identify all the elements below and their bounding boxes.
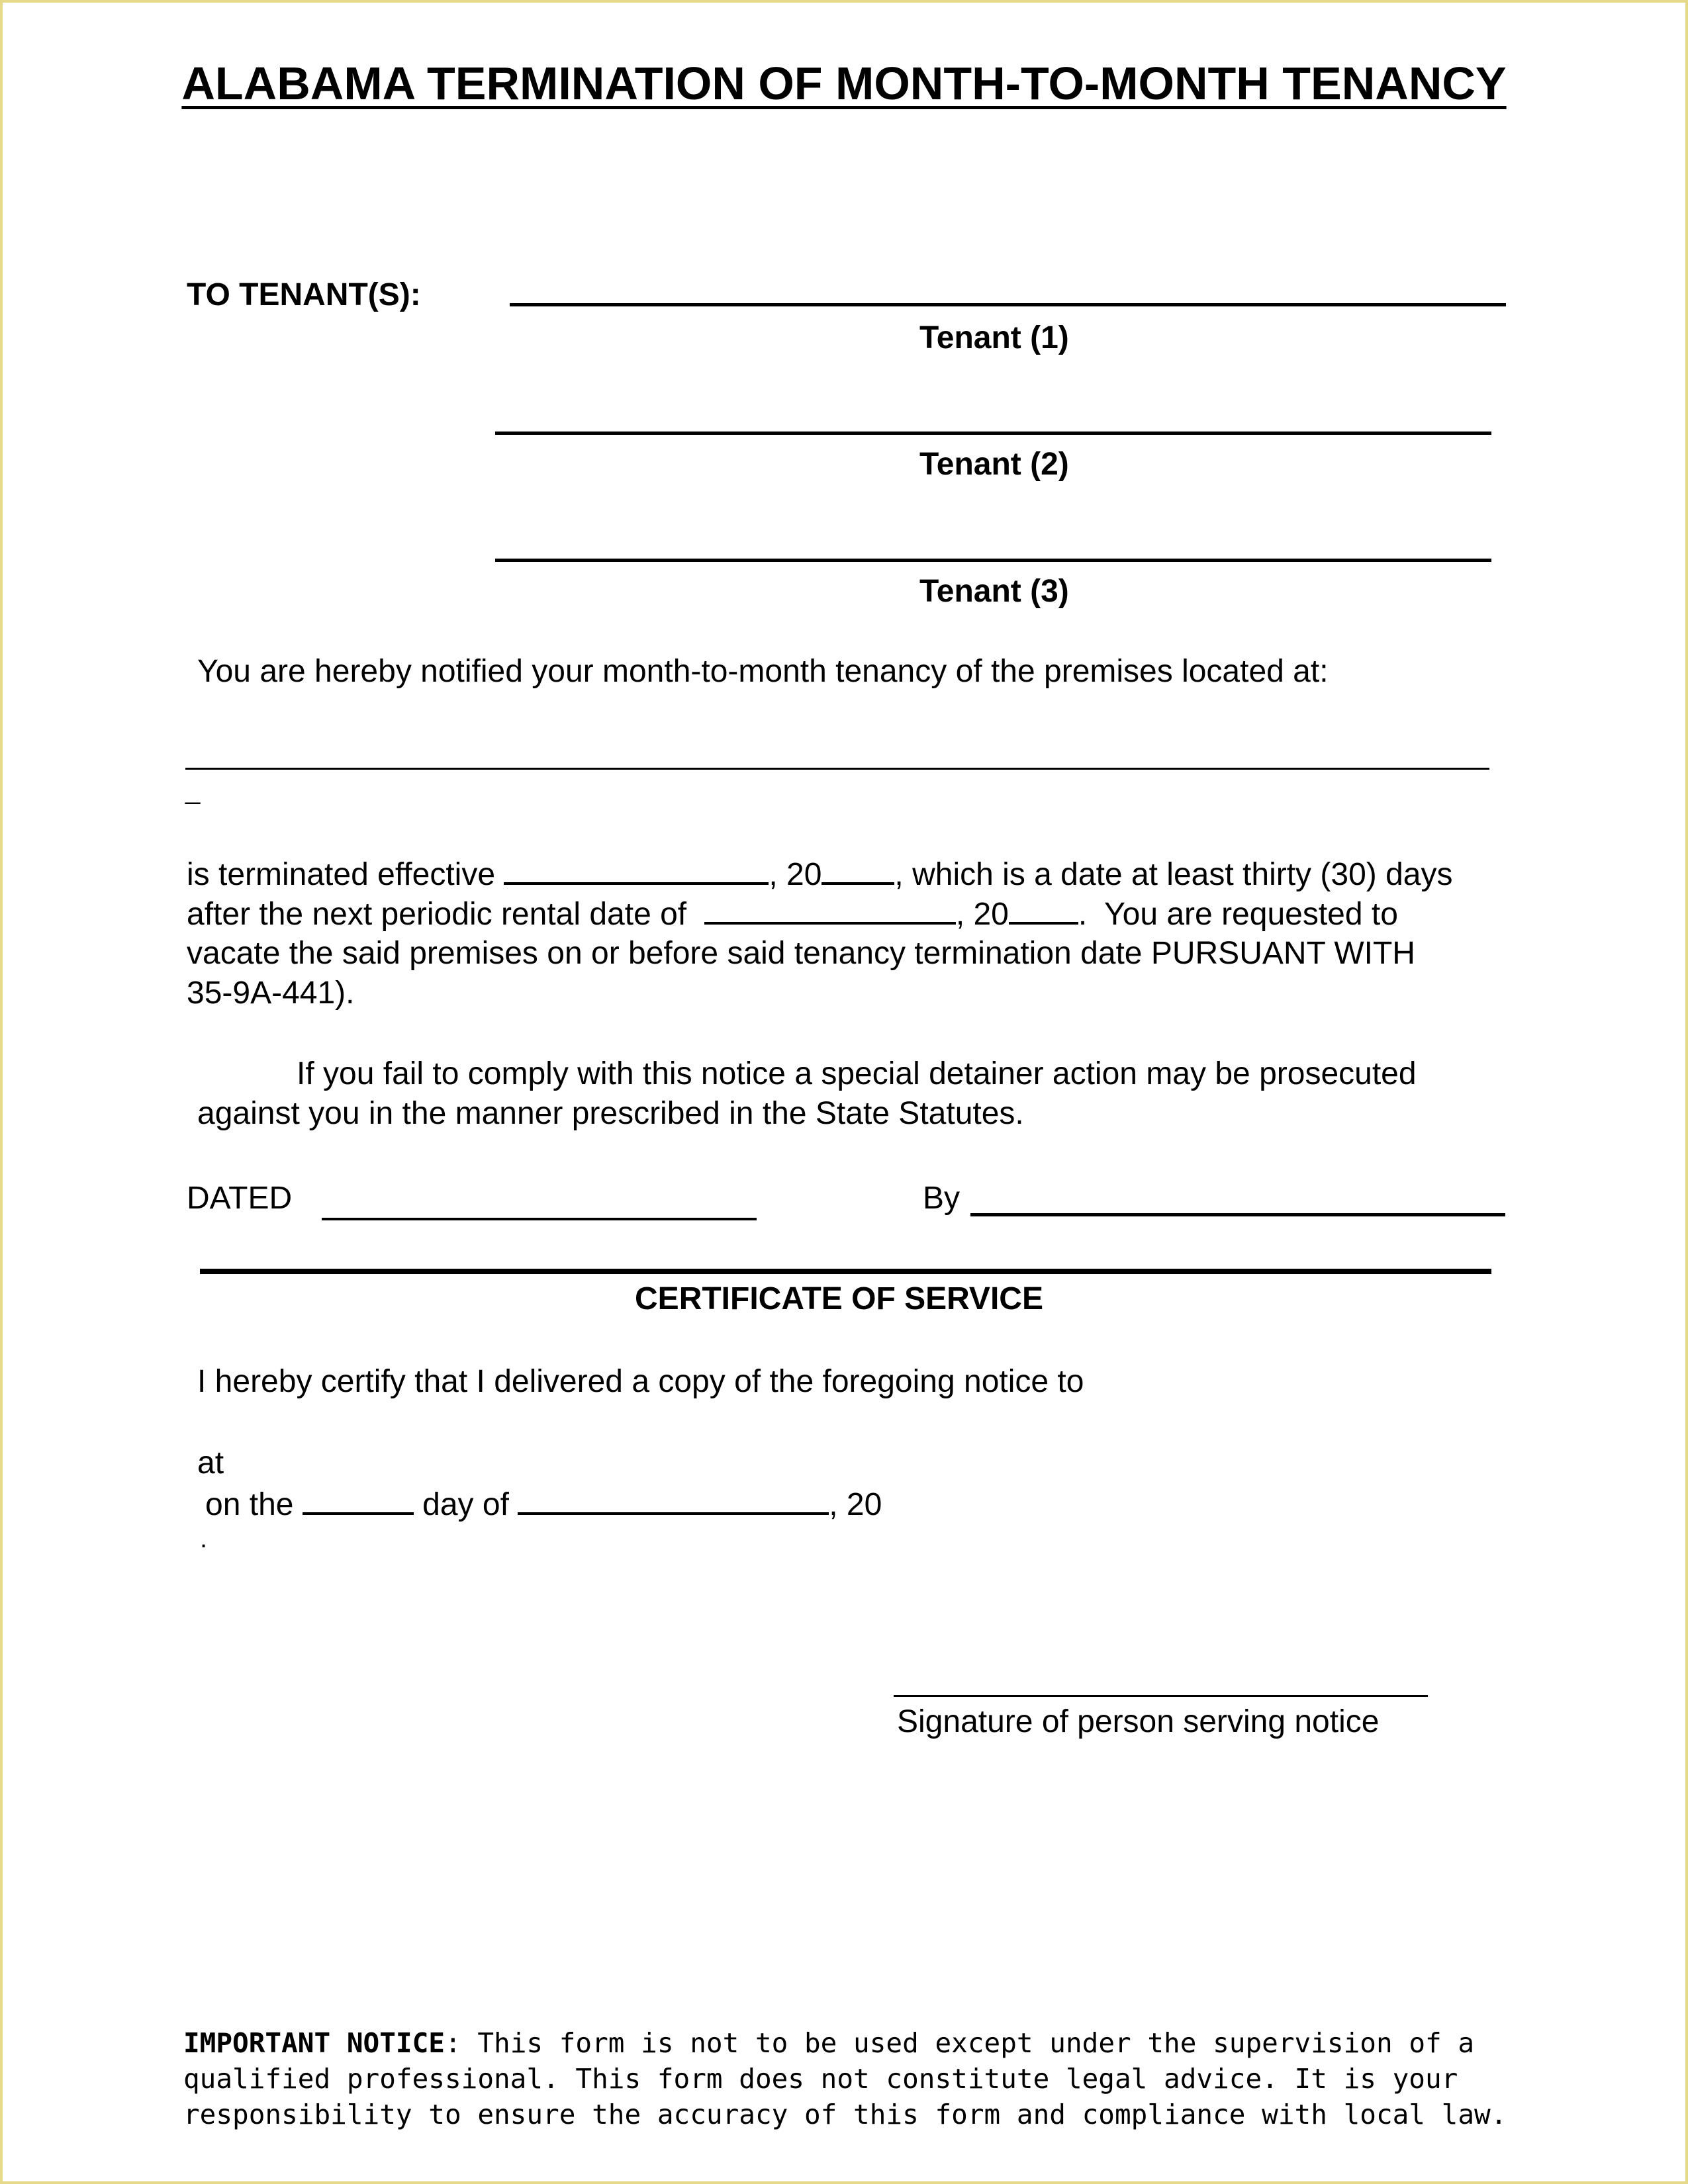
termination-date-blank[interactable] (504, 856, 769, 885)
certify-text: I hereby certify that I delivered a copy of the foregoing notice to (197, 1364, 1084, 1399)
para1-line4: 35-9A-441). (187, 976, 355, 1011)
para1-line1-c: , which is a date at least thirty (30) days (894, 857, 1453, 892)
period-mark: . (200, 1524, 208, 1553)
tenant-3-line[interactable] (495, 559, 1491, 562)
service-date-line (205, 1486, 882, 1523)
service-day-blank[interactable] (303, 1486, 414, 1515)
service-month-blank[interactable] (518, 1486, 829, 1515)
server-signature-line[interactable] (894, 1695, 1428, 1697)
by-label: By (923, 1181, 961, 1216)
important-notice-text: : This form is not to be used except under the supervision of a qualified professional. This form does not constitute legal advice. It is your responsibility to ensure the accuracy of this form and compliance with local law. (183, 2027, 1507, 2130)
rental-year-blank[interactable] (1009, 895, 1078, 925)
document-title (0, 57, 1688, 110)
para1-line1-a: is terminated effective (187, 857, 496, 892)
tenant-3-label: Tenant (3) (919, 574, 1069, 609)
para2-line1: If you fail to comply with this notice a special detainer action may be prosecuted (297, 1056, 1417, 1091)
dated-label: DATED (187, 1181, 293, 1216)
premises-address-line[interactable] (185, 768, 1489, 770)
signature-label: Signature of person serving notice (897, 1704, 1380, 1739)
by-signature-line[interactable] (970, 1213, 1505, 1216)
tenant-1-line[interactable] (510, 303, 1506, 306)
section-divider (200, 1269, 1491, 1274)
at-label: at (197, 1445, 224, 1480)
para2-line2: against you in the manner prescribed in the State Statutes. (197, 1096, 1024, 1131)
on-the-label: on the (205, 1487, 294, 1522)
tenant-2-label: Tenant (2) (919, 447, 1069, 482)
stray-mark: _ (185, 776, 201, 805)
para1-line1 (187, 856, 1452, 893)
termination-year-blank[interactable] (821, 856, 894, 885)
important-notice (183, 2025, 1521, 2132)
important-notice-label: IMPORTANT NOTICE (183, 2027, 445, 2059)
tenant-2-line[interactable] (495, 432, 1491, 435)
day-of-label: day of (422, 1487, 509, 1522)
para1-line1-b: , 20 (769, 857, 822, 892)
para1-line2-c: . You are requested to (1078, 897, 1398, 932)
rental-date-blank[interactable] (704, 895, 956, 925)
para1-line2 (187, 895, 1398, 933)
dated-line[interactable] (322, 1218, 757, 1220)
document-title-text: ALABAMA TERMINATION OF MONTH-TO-MONTH TENANCY (181, 58, 1507, 109)
certificate-heading: CERTIFICATE OF SERVICE (635, 1281, 1043, 1316)
tenant-1-label: Tenant (1) (919, 320, 1069, 355)
notified-text: You are hereby notified your month-to-month tenancy of the premises located at: (197, 654, 1329, 689)
para1-line2-a: after the next periodic rental date of (187, 897, 687, 932)
para1-line2-b: , 20 (955, 897, 1009, 932)
to-tenants-label: TO TENANT(S): (187, 277, 421, 312)
service-year-prefix: , 20 (829, 1487, 882, 1522)
para1-line3: vacate the said premises on or before said tenancy termination date PURSUANT WITH (187, 936, 1415, 971)
